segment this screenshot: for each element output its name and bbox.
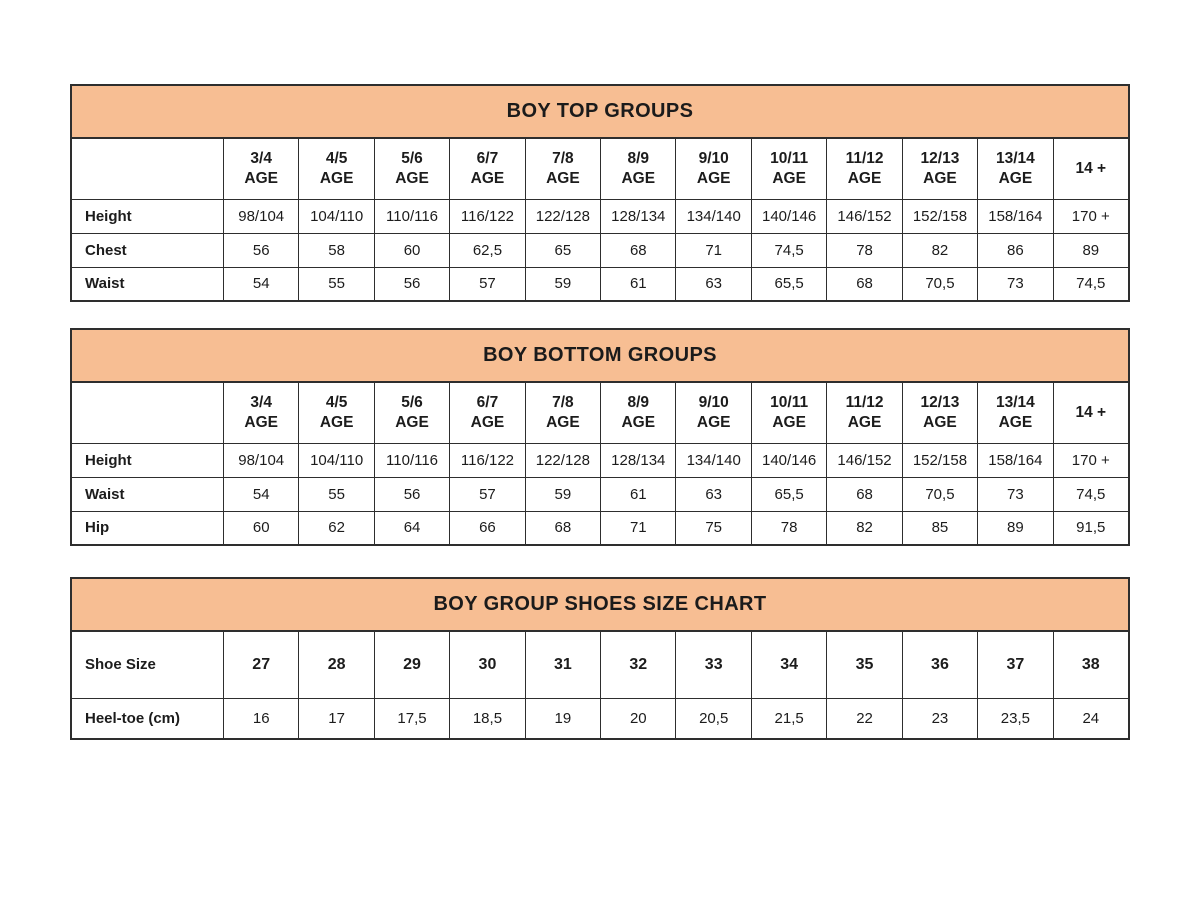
value-cell: 70,5: [902, 477, 977, 511]
value-cell: 59: [525, 267, 600, 300]
value-cell: 35: [826, 632, 901, 698]
value-cell: 170 +: [1053, 443, 1128, 477]
column-header-line: AGE: [546, 414, 580, 431]
value-cell: 30: [449, 632, 524, 698]
value-cell: 61: [600, 267, 675, 300]
value-cell: 66: [449, 511, 524, 544]
column-header-line: 9/10: [698, 393, 729, 411]
value-cell: 55: [298, 477, 373, 511]
column-header-line: 7/8: [552, 393, 574, 411]
column-header-cell: [223, 383, 298, 443]
column-header-line: 13/14: [995, 149, 1035, 167]
value-cell: 89: [1053, 233, 1128, 267]
value-cell: 56: [374, 477, 449, 511]
value-cell: 140/146: [751, 199, 826, 233]
value-cell: 21,5: [751, 698, 826, 738]
value-cell: 32: [600, 632, 675, 698]
column-header-cell: [826, 383, 901, 443]
value-cell: 63: [675, 267, 750, 300]
column-header-line: AGE: [319, 170, 354, 187]
value-cell: 64: [374, 511, 449, 544]
column-header-cell: [826, 139, 901, 199]
column-header-cell: [977, 383, 1052, 443]
value-cell: 34: [751, 632, 826, 698]
column-header-line: AGE: [546, 170, 580, 187]
corner-cell: [72, 383, 223, 443]
row-label-cell: Height: [72, 443, 223, 477]
row-label-cell: Waist: [72, 267, 223, 300]
column-header-line: 3/4: [250, 149, 272, 167]
column-header-line: AGE: [244, 414, 278, 431]
value-cell: 158/164: [977, 443, 1052, 477]
value-cell: 78: [826, 233, 901, 267]
value-cell: 17,5: [374, 698, 449, 738]
value-cell: 152/158: [902, 199, 977, 233]
column-header-line: 4/5: [325, 393, 348, 411]
column-header-line: 5/6: [401, 393, 423, 411]
column-header-line: 7/8: [552, 149, 574, 167]
column-header-cell: [223, 139, 298, 199]
value-cell: 23,5: [977, 698, 1052, 738]
value-cell: 65,5: [751, 267, 826, 300]
column-header-cell: [374, 383, 449, 443]
value-cell: 170 +: [1053, 199, 1128, 233]
value-cell: 18,5: [449, 698, 524, 738]
table-boy-top-groups: [70, 84, 1130, 302]
table-title-boy-bottom-groups: BOY BOTTOM GROUPS: [72, 330, 1128, 383]
column-header-cell: [902, 383, 977, 443]
value-cell: 110/116: [374, 199, 449, 233]
value-cell: 134/140: [675, 199, 750, 233]
value-cell: 98/104: [223, 443, 298, 477]
value-cell: 86: [977, 233, 1052, 267]
column-header-line: 10/11: [770, 149, 809, 167]
column-header-line: AGE: [470, 170, 505, 187]
row-label-cell: Height: [72, 199, 223, 233]
value-cell: 128/134: [600, 199, 675, 233]
value-cell: 146/152: [826, 443, 901, 477]
table-boy-bottom-groups: [70, 328, 1130, 546]
value-cell: 140/146: [751, 443, 826, 477]
value-cell: 56: [374, 267, 449, 300]
row-label-cell: Shoe Size: [72, 632, 223, 698]
value-cell: 158/164: [977, 199, 1052, 233]
value-cell: 104/110: [298, 443, 373, 477]
table-boy-group-shoes-size-chart: [70, 577, 1130, 740]
column-header-cell: [525, 139, 600, 199]
value-cell: 122/128: [525, 443, 600, 477]
value-cell: 57: [449, 477, 524, 511]
value-cell: 74,5: [1053, 267, 1128, 300]
column-header-line: AGE: [395, 170, 429, 187]
column-header-line: AGE: [923, 414, 957, 431]
column-header-line: 11/12: [845, 149, 884, 167]
value-cell: 78: [751, 511, 826, 544]
value-cell: 54: [223, 267, 298, 300]
column-header-line: AGE: [470, 414, 505, 431]
column-header-line: 12/13: [920, 393, 960, 411]
size-chart-page: [0, 84, 1200, 919]
value-cell: 60: [374, 233, 449, 267]
value-cell: 58: [298, 233, 373, 267]
value-cell: 23: [902, 698, 977, 738]
value-cell: 59: [525, 477, 600, 511]
column-header-line: 11/12: [845, 393, 884, 411]
value-cell: 75: [675, 511, 750, 544]
column-header-line: 6/7: [476, 393, 499, 411]
column-header-line: 13/14: [995, 393, 1035, 411]
value-cell: 70,5: [902, 267, 977, 300]
value-cell: 82: [902, 233, 977, 267]
value-cell: 146/152: [826, 199, 901, 233]
value-cell: 61: [600, 477, 675, 511]
column-header-line: AGE: [847, 414, 882, 431]
value-cell: 29: [374, 632, 449, 698]
column-header-cell: [600, 383, 675, 443]
value-cell: 71: [675, 233, 750, 267]
value-cell: 16: [223, 698, 298, 738]
column-header-line: 9/10: [698, 149, 729, 167]
value-cell: 71: [600, 511, 675, 544]
table-title-boy-group-shoes-size-chart: BOY GROUP SHOES SIZE CHART: [72, 579, 1128, 632]
column-header-line: 3/4: [250, 393, 272, 411]
value-cell: 20: [600, 698, 675, 738]
column-header-cell: [977, 139, 1052, 199]
value-cell: 152/158: [902, 443, 977, 477]
value-cell: 68: [525, 511, 600, 544]
column-header-line: AGE: [395, 414, 429, 431]
column-header-line: AGE: [772, 414, 806, 431]
column-header-cell: [675, 139, 750, 199]
table-grid-boy-bottom-groups: [72, 383, 1128, 544]
column-header-line: 14 +: [1075, 403, 1107, 421]
value-cell: 65: [525, 233, 600, 267]
value-cell: 37: [977, 632, 1052, 698]
column-header-line: 8/9: [627, 393, 650, 411]
value-cell: 27: [223, 632, 298, 698]
value-cell: 134/140: [675, 443, 750, 477]
column-header-line: 10/11: [770, 393, 809, 411]
value-cell: 68: [600, 233, 675, 267]
value-cell: 116/122: [449, 443, 524, 477]
column-header-cell: [525, 383, 600, 443]
column-header-cell: [1053, 383, 1128, 443]
column-header-line: AGE: [696, 170, 731, 187]
value-cell: 104/110: [298, 199, 373, 233]
column-header-line: 14 +: [1075, 159, 1107, 177]
value-cell: 22: [826, 698, 901, 738]
column-header-cell: [374, 139, 449, 199]
column-header-line: AGE: [696, 414, 731, 431]
value-cell: 68: [826, 477, 901, 511]
column-header-cell: [449, 383, 524, 443]
value-cell: 65,5: [751, 477, 826, 511]
row-label-cell: Chest: [72, 233, 223, 267]
value-cell: 60: [223, 511, 298, 544]
column-header-cell: [298, 383, 373, 443]
column-header-line: 12/13: [920, 149, 960, 167]
column-header-line: AGE: [621, 414, 656, 431]
column-header-cell: [1053, 139, 1128, 199]
value-cell: 128/134: [600, 443, 675, 477]
value-cell: 82: [826, 511, 901, 544]
value-cell: 28: [298, 632, 373, 698]
row-label-cell: Waist: [72, 477, 223, 511]
column-header-line: AGE: [923, 170, 957, 187]
column-header-line: AGE: [621, 170, 656, 187]
column-header-cell: [298, 139, 373, 199]
value-cell: 56: [223, 233, 298, 267]
column-header-cell: [449, 139, 524, 199]
value-cell: 73: [977, 267, 1052, 300]
column-header-line: 5/6: [401, 149, 423, 167]
value-cell: 116/122: [449, 199, 524, 233]
value-cell: 54: [223, 477, 298, 511]
column-header-line: 8/9: [627, 149, 650, 167]
value-cell: 55: [298, 267, 373, 300]
value-cell: 74,5: [1053, 477, 1128, 511]
column-header-line: AGE: [244, 170, 278, 187]
column-header-line: AGE: [319, 414, 354, 431]
value-cell: 33: [675, 632, 750, 698]
column-header-line: 6/7: [476, 149, 499, 167]
value-cell: 24: [1053, 698, 1128, 738]
column-header-cell: [600, 139, 675, 199]
value-cell: 74,5: [751, 233, 826, 267]
value-cell: 20,5: [675, 698, 750, 738]
column-header-line: AGE: [847, 170, 882, 187]
value-cell: 98/104: [223, 199, 298, 233]
value-cell: 91,5: [1053, 511, 1128, 544]
value-cell: 38: [1053, 632, 1128, 698]
table-grid-boy-top-groups: [72, 139, 1128, 300]
table-grid-boy-group-shoes-size-chart: [72, 632, 1128, 738]
column-header-line: AGE: [998, 170, 1033, 187]
corner-cell: [72, 139, 223, 199]
value-cell: 57: [449, 267, 524, 300]
row-label-cell: Heel-toe (cm): [72, 698, 223, 738]
value-cell: 110/116: [374, 443, 449, 477]
column-header-cell: [751, 139, 826, 199]
value-cell: 31: [525, 632, 600, 698]
value-cell: 19: [525, 698, 600, 738]
column-header-line: AGE: [772, 170, 806, 187]
row-label-cell: Hip: [72, 511, 223, 544]
table-title-boy-top-groups: BOY TOP GROUPS: [72, 86, 1128, 139]
value-cell: 36: [902, 632, 977, 698]
column-header-cell: [902, 139, 977, 199]
value-cell: 63: [675, 477, 750, 511]
value-cell: 85: [902, 511, 977, 544]
column-header-line: 4/5: [325, 149, 348, 167]
value-cell: 17: [298, 698, 373, 738]
value-cell: 73: [977, 477, 1052, 511]
value-cell: 62: [298, 511, 373, 544]
value-cell: 68: [826, 267, 901, 300]
column-header-cell: [751, 383, 826, 443]
column-header-cell: [675, 383, 750, 443]
value-cell: 62,5: [449, 233, 524, 267]
column-header-line: AGE: [998, 414, 1033, 431]
value-cell: 89: [977, 511, 1052, 544]
value-cell: 122/128: [525, 199, 600, 233]
